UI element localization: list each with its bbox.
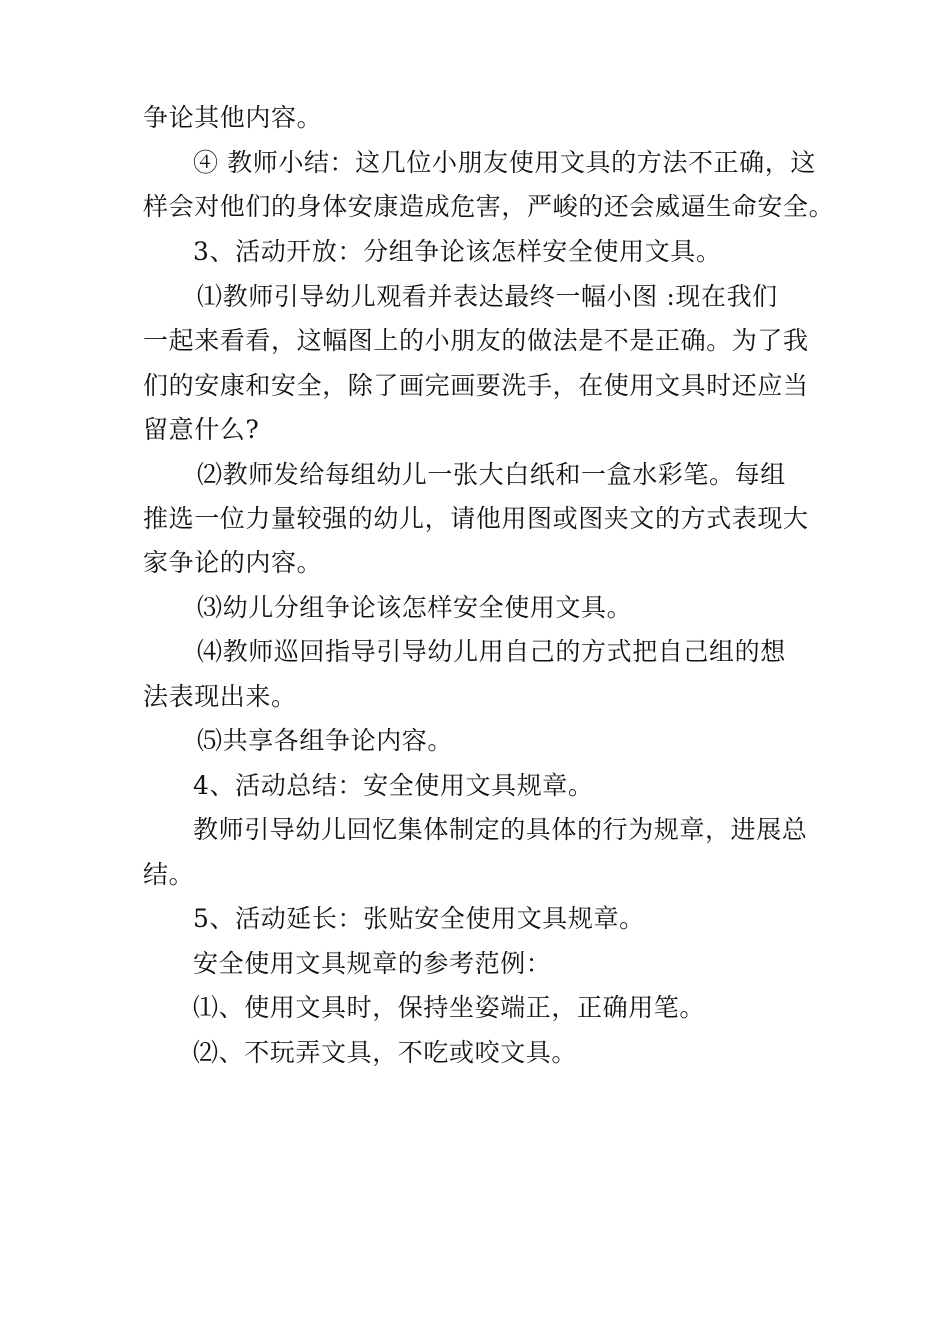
- text-line: 安全使用文具规章的参考范例：: [193, 949, 552, 978]
- text-line: ⑶幼儿分组争论该怎样安全使用文具。: [197, 593, 633, 622]
- text-line: ⑷教师巡回指导引导幼儿用自己的方式把自己组的想: [197, 637, 786, 666]
- text-line: 法表现出来。: [143, 682, 297, 711]
- text-line: 留意什么?: [143, 415, 260, 444]
- text-line: ⑵教师发给每组幼儿一张大白纸和一盒水彩笔。每组: [197, 460, 786, 489]
- text-line: 教师引导幼儿回忆集体制定的具体的行为规章，进展总: [193, 815, 808, 844]
- text-line: 4、活动总结：安全使用文具规章。: [193, 771, 594, 800]
- text-line: ⑴、使用文具时，保持坐姿端正，正确用笔。: [193, 993, 706, 1022]
- text-line: 推选一位力量较强的幼儿，请他用图或图夹文的方式表现大: [143, 504, 809, 533]
- text-line: 结。: [143, 860, 195, 889]
- text-line: 争论其他内容。: [143, 103, 323, 132]
- text-line: 一起来看看，这幅图上的小朋友的做法是不是正确。为了我: [143, 326, 809, 355]
- text-line: 们的安康和安全，除了画完画要洗手，在使用文具时还应当: [143, 371, 809, 400]
- text-line: 样会对他们的身体安康造成危害，严峻的还会威逼生命安全。: [143, 192, 835, 221]
- text-line: ④ 教师小结：这几位小朋友使用文具的方法不正确，这: [193, 148, 816, 177]
- text-line: ⑸共享各组争论内容。: [197, 726, 454, 755]
- text-line: ⑵、不玩弄文具，不吃或咬文具。: [193, 1038, 578, 1067]
- text-line: ⑴教师引导幼儿观看并表达最终一幅小图 :现在我们: [197, 282, 778, 311]
- text-line: 3、活动开放：分组争论该怎样安全使用文具。: [193, 237, 722, 266]
- text-line: 家争论的内容。: [143, 548, 323, 577]
- text-line: 5、活动延长：张贴安全使用文具规章。: [193, 904, 645, 933]
